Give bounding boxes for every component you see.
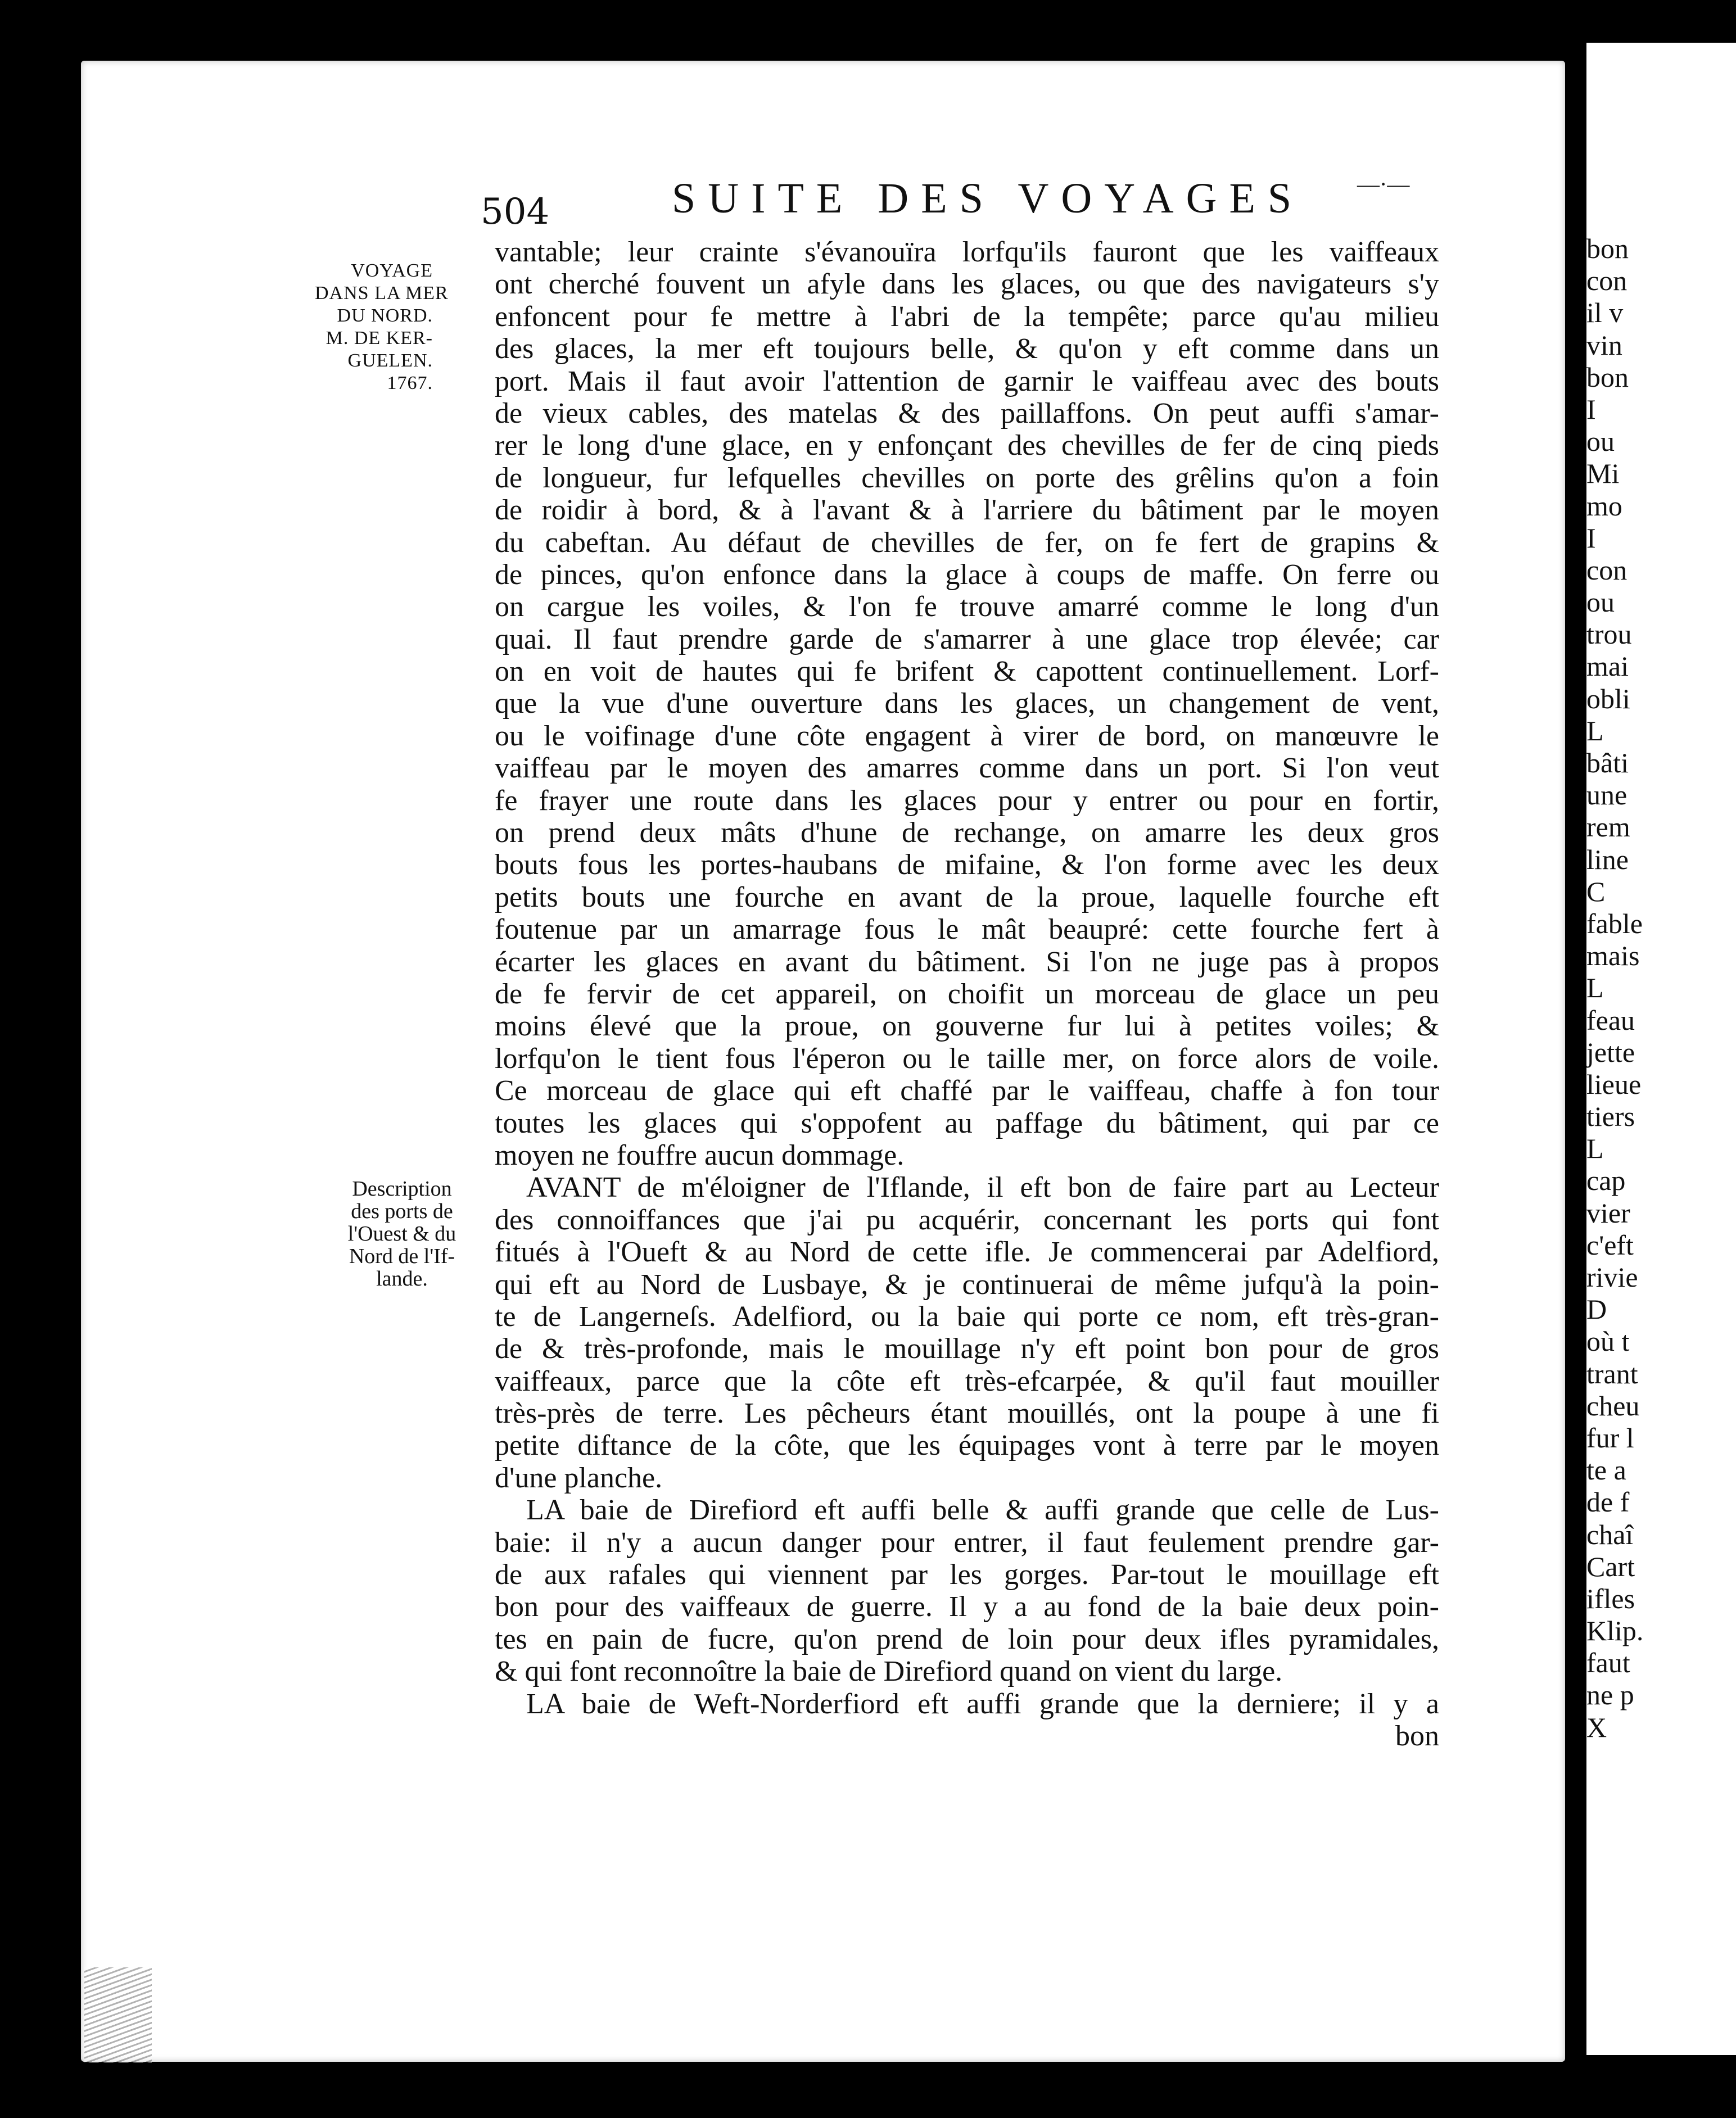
text-line: d'une planche. xyxy=(495,1461,663,1494)
right-line: une xyxy=(1586,779,1628,811)
text-line: Ce morceau de glace qui eft chaffé par le vaiffeau, chaffe à fon tour xyxy=(495,1075,1439,1107)
text-line: moyen ne fouffre aucun dommage. xyxy=(495,1139,905,1171)
right-line: cheu xyxy=(1586,1390,1640,1422)
right-line: C xyxy=(1586,875,1606,907)
text-line: du cabeftan. Au défaut de chevilles de fer, on fe fert de grapins & xyxy=(495,526,1439,559)
text-line: & qui font reconnoître la baie de Direfiord quand on vient du large. xyxy=(495,1655,1283,1688)
right-line: I xyxy=(1586,393,1596,425)
sidenote-line: Description xyxy=(352,1177,452,1201)
sidenote-line: DANS LA MER xyxy=(315,283,449,304)
text-line: bouts fous les portes-haubans de mifaine, & l'on forme avec les deux xyxy=(495,849,1439,881)
right-line: L xyxy=(1586,714,1604,746)
right-line: trou xyxy=(1586,618,1632,650)
right-line: X xyxy=(1586,1711,1607,1743)
right-line: vier xyxy=(1586,1197,1630,1229)
text-line: tes en pain de fucre, qu'on prend de loin pour deux ifles pyramidales, xyxy=(495,1623,1439,1655)
right-line: ifles xyxy=(1586,1582,1635,1614)
text-line: on prend deux mâts d'hune de rechange, on amarre les deux gros xyxy=(495,817,1439,849)
text-line: qui eft au Nord de Lusbaye, & je continuerai de même jufqu'à la poin- xyxy=(495,1268,1439,1301)
right-line: mo xyxy=(1586,490,1622,522)
page-number: 504 xyxy=(481,191,550,233)
right-line: con xyxy=(1586,265,1628,297)
right-line: ou xyxy=(1586,426,1615,458)
right-page xyxy=(1586,43,1736,2055)
right-line: tiers xyxy=(1586,1101,1635,1133)
right-line: Mi xyxy=(1586,458,1620,490)
text-line: petite diftance de la côte, que les équipages vont à terre par le moyen xyxy=(495,1429,1439,1462)
right-line: faut xyxy=(1586,1647,1630,1679)
text-line: baie: il n'y a aucun danger pour entrer, il faut feulement prendre gar- xyxy=(495,1526,1439,1559)
sidenote-line: VOYAGE xyxy=(351,260,433,281)
right-line: lieue xyxy=(1586,1068,1642,1100)
text-line: des glaces, la mer eft toujours belle, & qu'on y eft comme dans un xyxy=(495,333,1439,365)
running-head xyxy=(481,177,1493,233)
text-line: te de Langerneſs. Adelfiord, ou la baie qui porte ce nom, eft très-gran- xyxy=(495,1300,1439,1333)
right-line: rem xyxy=(1586,811,1630,843)
text-line: de longueur, fur lefquelles chevilles on porte des grêlins qu'on a foin xyxy=(495,461,1439,494)
sidenote-voyage xyxy=(315,260,449,395)
text-line: rer le long d'une glace, en y enfonçant des chevilles de fer de cinq pieds xyxy=(495,429,1439,462)
text-line: on cargue les voiles, & l'on fe trouve amarré comme le long d'un xyxy=(495,591,1439,623)
right-line: obli xyxy=(1586,682,1630,714)
right-line: mai xyxy=(1586,650,1629,682)
running-title: SUITE DES VOYAGES xyxy=(672,175,1304,222)
text-line: de roidir à bord, & à l'avant & à l'arriere du bâtiment par le moyen xyxy=(495,494,1439,527)
text-line: de aux rafales qui viennent par les gorges. Par-tout le mouillage eft xyxy=(495,1559,1439,1591)
right-line: bon xyxy=(1586,233,1629,264)
text-line: foutenue par un amarrage fous le mât beaupré: cette fourche fert à xyxy=(495,913,1439,946)
sidenote-line: l'Ouest & du xyxy=(347,1222,456,1246)
right-line: cap xyxy=(1586,1165,1626,1197)
sidenote-line: des ports de xyxy=(351,1200,453,1223)
sidenote-line: DU NORD. xyxy=(337,305,433,326)
right-line: chaî xyxy=(1586,1518,1634,1550)
text-line: de fe fervir de cet appareil, on choifit un morceau de glace un peu xyxy=(495,977,1439,1010)
text-line: écarter les glaces en avant du bâtiment. Si l'on ne juge pas à propos xyxy=(495,945,1439,978)
text-line: que la vue d'une ouverture dans les glaces, un changement de vent, xyxy=(495,687,1439,720)
sidenote-line: 1767. xyxy=(387,373,433,393)
text-line: vaiffeaux, parce que la côte eft très-efcarpée, & qu'il faut mouiller xyxy=(495,1365,1439,1397)
right-line: c'eft xyxy=(1586,1229,1634,1261)
right-line: vin xyxy=(1586,329,1622,361)
right-line: bâti xyxy=(1586,747,1629,779)
right-line: il v xyxy=(1586,297,1624,329)
text-line: de & très-profonde, mais le mouillage n'y eft point bon pour de gros xyxy=(495,1333,1439,1365)
right-line: rivie xyxy=(1586,1261,1638,1293)
text-line: vaiffeau par le moyen des amarres comme dans un port. Si l'on veut xyxy=(495,752,1439,785)
page-edge-shading xyxy=(84,1967,152,2063)
text-line: LA baie de Direfiord eft auffi belle & auffi grande que celle de Lus- xyxy=(526,1494,1439,1527)
right-line: de f xyxy=(1586,1486,1630,1518)
right-line: fable xyxy=(1586,907,1643,939)
right-line: trant xyxy=(1586,1357,1638,1390)
right-line: D xyxy=(1586,1293,1607,1325)
text-line: quai. Il faut prendre garde de s'amarrer à une glace trop élevée; car xyxy=(495,623,1439,655)
right-line: où t xyxy=(1586,1325,1630,1357)
header-mark: —·— xyxy=(1357,171,1410,197)
text-line: ou le voifinage d'une côte engagent à virer de bord, on manœuvre le xyxy=(495,719,1439,752)
right-line: fur l xyxy=(1586,1422,1634,1454)
right-line: L xyxy=(1586,972,1604,1004)
right-line: bon xyxy=(1586,361,1629,393)
text-line: on en voit de hautes qui fe brifent & capottent continuellement. Lorf- xyxy=(495,655,1439,688)
text-line: petits bouts une fourche en avant de la proue, laquelle fourche eft xyxy=(495,881,1439,913)
right-line: con xyxy=(1586,554,1628,586)
text-line: de pinces, qu'on enfonce dans la glace à coups de maffe. On ferre ou xyxy=(495,558,1439,591)
text-line: vantable; leur crainte s'évanouïra lorfqu'ils fauront que les vaiffeaux xyxy=(495,236,1439,268)
right-line: L xyxy=(1586,1133,1604,1165)
sidenote-description xyxy=(315,1178,489,1290)
sidenote-line: GUELEN. xyxy=(347,350,433,371)
right-line: feau xyxy=(1586,1004,1635,1036)
text-line: port. Mais il faut avoir l'attention de garnir le vaiffeau avec des bouts xyxy=(495,365,1439,397)
right-page-text xyxy=(1586,233,1643,1744)
right-line: line xyxy=(1586,843,1629,875)
right-line: mais xyxy=(1586,940,1640,972)
sidenote-line: lande. xyxy=(376,1267,428,1291)
text-line: très-près de terre. Les pêcheurs étant mouillés, ont la poupe à une fi xyxy=(495,1397,1439,1430)
text-line: moins élevé que la proue, on gouverne fur lui à petites voiles; & xyxy=(495,1010,1439,1043)
body-text xyxy=(495,236,1439,1752)
text-line: fitués à l'Oueft & au Nord de cette ifle. Je commencerai par Adelfiord, xyxy=(495,1236,1439,1269)
text-line: enfoncent pour fe mettre à l'abri de la tempête; parce qu'au milieu xyxy=(495,300,1439,333)
right-line: Cart xyxy=(1586,1550,1635,1582)
text-line: AVANT de m'éloigner de l'Iflande, il eft bon de faire part au Lecteur xyxy=(526,1171,1439,1204)
right-line: te a xyxy=(1586,1454,1626,1486)
right-line: jette xyxy=(1586,1036,1635,1068)
text-line: LA baie de Weft-Norderfiord eft auffi grande que la derniere; il y a xyxy=(526,1687,1439,1720)
sidenote-line: M. DE KER- xyxy=(326,328,433,349)
catchword: bon xyxy=(1395,1719,1439,1752)
text-line: de vieux cables, des matelas & des paillaffons. On peut auffi s'amar- xyxy=(495,397,1439,429)
right-line: ne p xyxy=(1586,1679,1634,1711)
text-line: bon pour des vaiffeaux de guerre. Il y a au fond de la baie deux poin- xyxy=(495,1591,1439,1623)
text-line: lorfqu'on le tient fous l'éperon ou le taille mer, on force alors de voile. xyxy=(495,1042,1439,1075)
right-line: ou xyxy=(1586,586,1615,618)
text-line: ont cherché fouvent un afyle dans les glaces, ou que des navigateurs s'y xyxy=(495,268,1439,301)
sidenote-line: Nord de l'If- xyxy=(349,1244,455,1268)
right-line: I xyxy=(1586,522,1596,554)
text-line: toutes les glaces qui s'oppofent au paffage du bâtiment, qui par ce xyxy=(495,1107,1439,1139)
text-line: des connoiffances que j'ai pu acquérir, concernant les ports qui font xyxy=(495,1203,1439,1236)
text-line: fe frayer une route dans les glaces pour y entrer ou pour en fortir, xyxy=(495,784,1439,817)
right-line: Klip. xyxy=(1586,1615,1644,1647)
